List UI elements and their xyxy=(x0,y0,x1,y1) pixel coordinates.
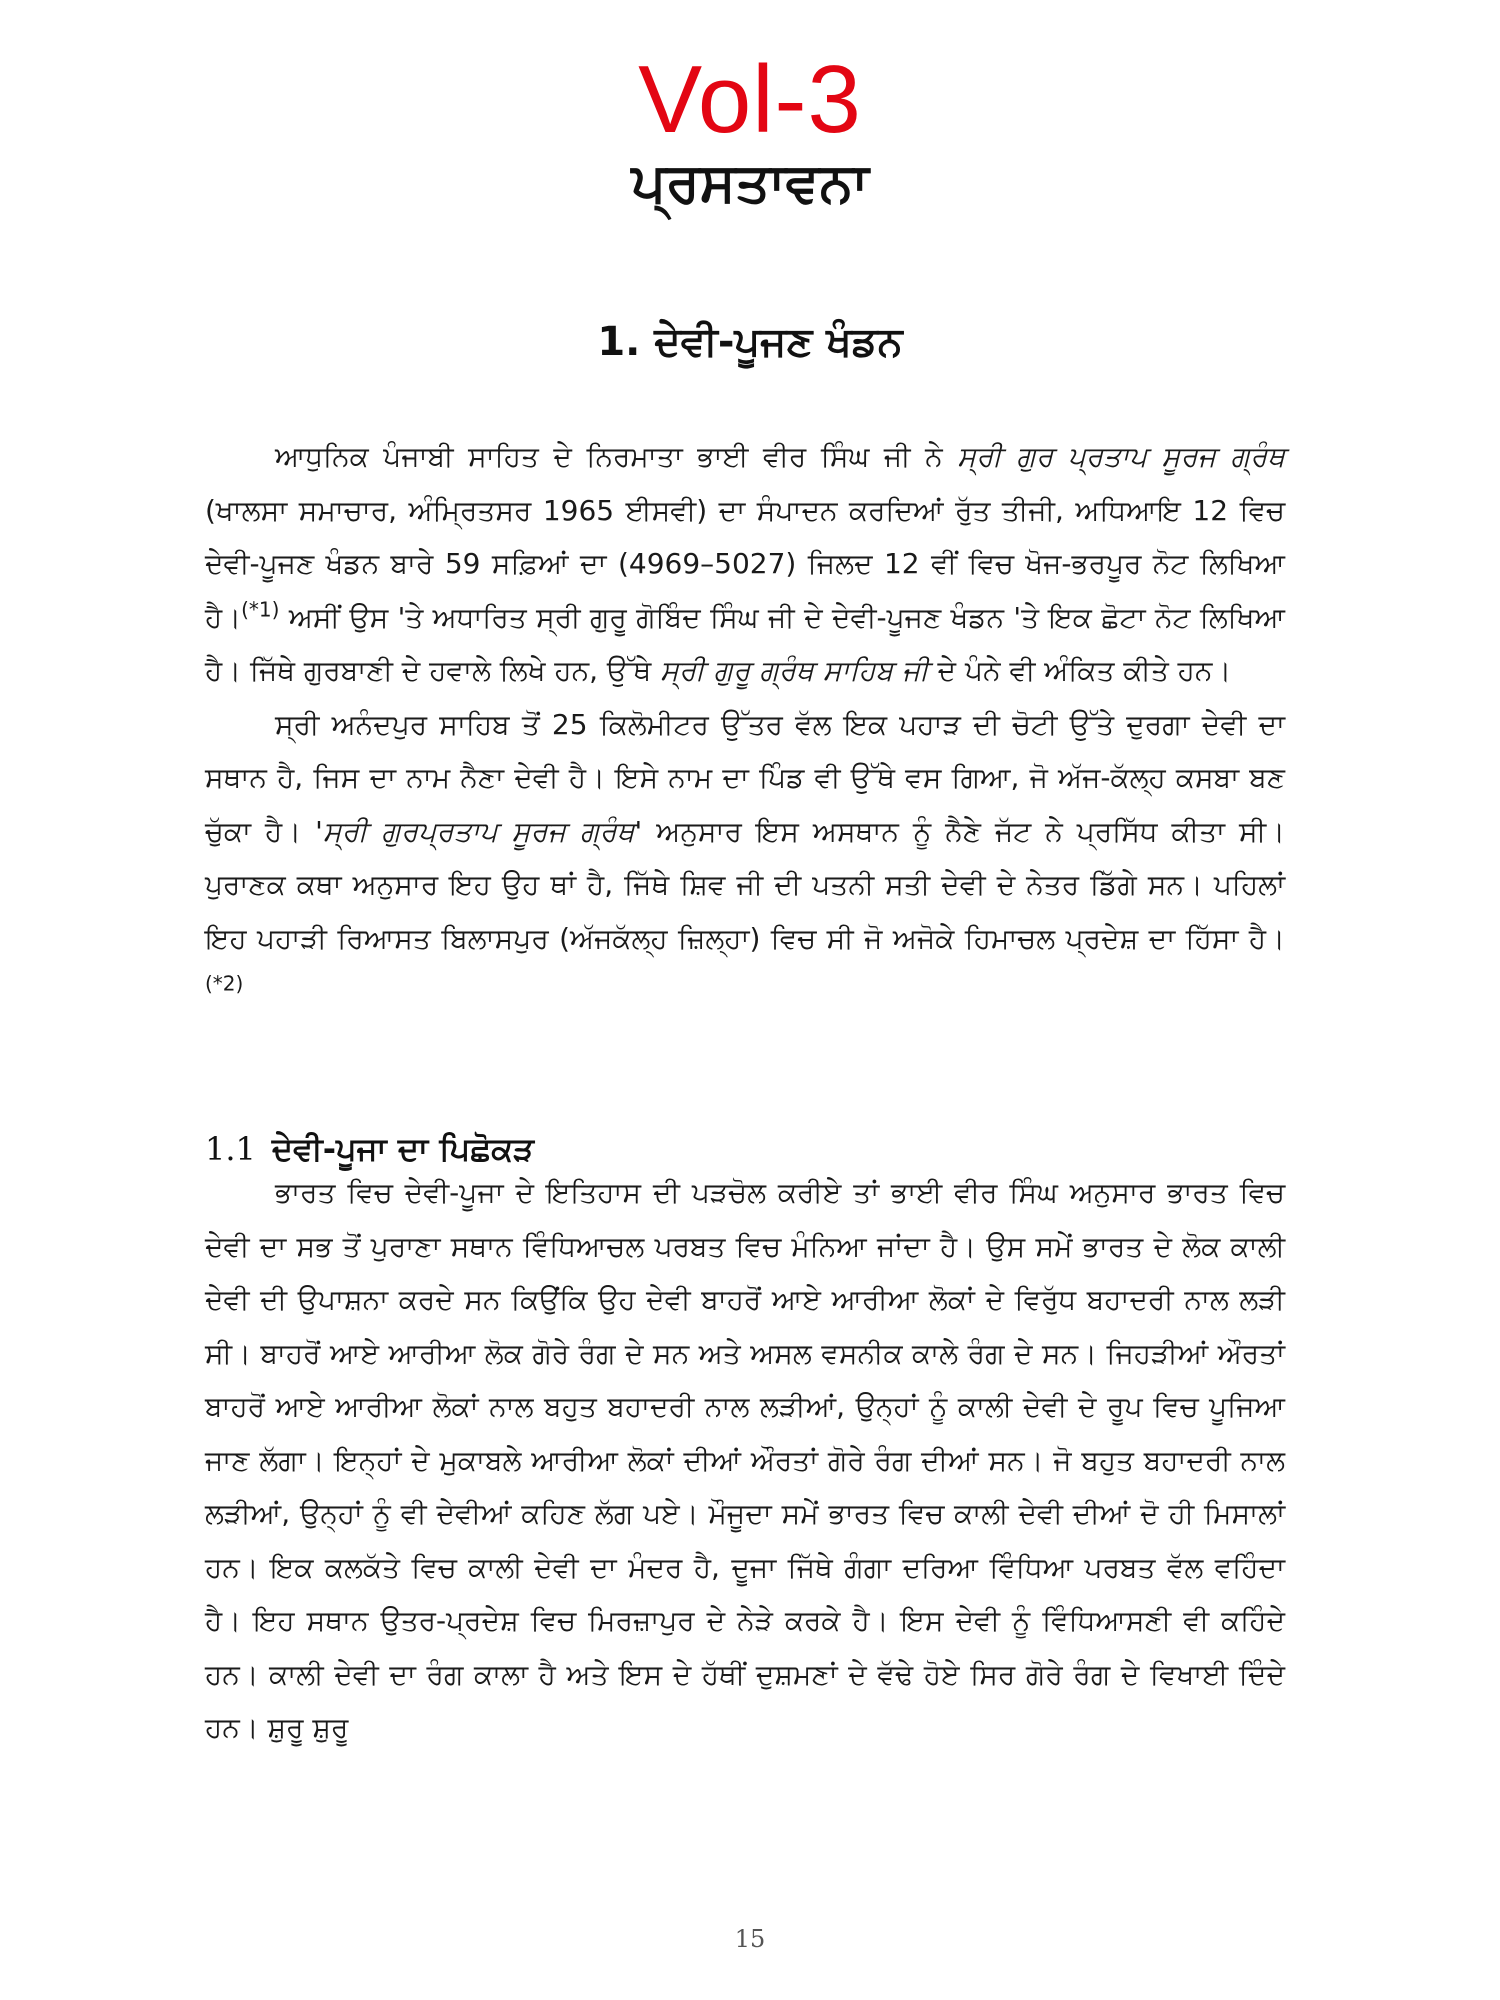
section-title: ਦੇਵੀ-ਪੂਜਾ ਦਾ ਪਿਛੋਕੜ xyxy=(271,1130,534,1168)
paragraph-2: ਸ੍ਰੀ ਅਨੰਦਪੁਰ ਸਾਹਿਬ ਤੋਂ 25 ਕਿਲੋਮੀਟਰ ਉੱਤਰ ਵੱਲ ਇਕ ਪਹਾੜ ਦੀ ਚੋਟੀ ਉੱਤੇ ਦੁਰਗਾ ਦੇਵੀ ਦਾ ਸਥਾਨ ਹੈ, ਜਿਸ ਦਾ ਨਾਮ ਨੈਣਾ ਦੇਵੀ ਹੈ। ਇਸੇ ਨਾਮ ਦਾ ਪਿੰਡ ਵੀ ਉੱਥੇ ਵਸ ਗਿਆ, ਜੋ ਅੱਜ-ਕੱਲ੍ਹ ਕਸਬਾ ਬਣ ਚੁੱਕਾ ਹੈ। 'ਸ੍ਰੀ ਗੁਰਪ੍ਰਤਾਪ ਸੂਰਜ ਗ੍ਰੰਥ' ਅਨੁਸਾਰ ਇਸ ਅਸਥਾਨ ਨੂੰ ਨੈਣੇ ਜੱਟ ਨੇ ਪ੍ਰਸਿੱਧ ਕੀਤਾ ਸੀ। ਪੁਰਾਣਕ ਕਥਾ ਅਨੁਸਾਰ ਇਹ ਉਹ ਥਾਂ ਹੈ, ਜਿੱਥੇ ਸ਼ਿਵ ਜੀ ਦੀ ਪਤਨੀ ਸਤੀ ਦੇਵੀ ਦੇ ਨੇਤਰ ਡਿੱਗੇ ਸਨ। ਪਹਿਲਾਂ ਇਹ ਪਹਾੜੀ ਰਿਆਸਤ ਬਿਲਾਸਪੁਰ (ਅੱਜਕੱਲ੍ਹ ਜ਼ਿਲ੍ਹਾ) ਵਿਚ ਸੀ ਜੋ ਅਜੋਕੇ ਹਿਮਾਚਲ ਪ੍ਰਦੇਸ਼ ਦਾ ਹਿੱਸਾ ਹੈ।$^{(*2)}$ xyxy=(205,707,1285,996)
volume-label: Vol-3 xyxy=(638,46,862,153)
book-title: ਪ੍ਰਸਤਾਵਨਾ xyxy=(631,151,869,214)
paragraph-1: ਆਧੁਨਿਕ ਪੰਜਾਬੀ ਸਾਹਿਤ ਦੇ ਨਿਰਮਾਤਾ ਭਾਈ ਵੀਰ ਸਿੰਘ ਜੀ ਨੇ ਸ੍ਰੀ ਗੁਰ ਪ੍ਰਤਾਪ ਸੂਰਜ ਗ੍ਰੰਥ (ਖਾਲਸਾ ਸਮਾਚਾਰ, ਅੰਮ੍ਰਿਤਸਰ 1965 ਈਸਵੀ) ਦਾ ਸੰਪਾਦਨ ਕਰਦਿਆਂ ਰੁੱਤ ਤੀਜੀ, ਅਧਿਆਇ 12 ਵਿਚ ਦੇਵੀ-ਪੂਜਣ ਖੰਡਨ ਬਾਰੇ 59 ਸਫ਼ਿਆਂ ਦਾ (4969–5027) ਜਿਲਦ 12 ਵੀਂ ਵਿਚ ਖੋਜ-ਭਰਪੂਰ ਨੋਟ ਲਿਖਿਆ ਹੈ।$^{(*1)}$ ਅਸੀਂ ਉਸ 'ਤੇ ਅਧਾਰਿਤ ਸ੍ਰੀ ਗੁਰੂ ਗੋਬਿੰਦ ਸਿੰਘ ਜੀ ਦੇ ਦੇਵੀ-ਪੂਜਣ ਖੰਡਨ 'ਤੇ ਇਕ ਛੋਟਾ ਨੋਟ ਲਿਖਿਆ ਹੈ। ਜਿੱਥੇ ਗੁਰਬਾਣੀ ਦੇ ਹਵਾਲੇ ਲਿਖੇ ਹਨ, ਉੱਥੇ ਸ੍ਰੀ ਗੁਰੂ ਗ੍ਰੰਥ ਸਾਹਿਬ ਜੀ ਦੇ ਪੰਨੇ ਵੀ ਅੰਕਿਤ ਕੀਤੇ ਹਨ। xyxy=(205,440,1286,687)
footnote-marker: (*2) xyxy=(205,971,244,996)
text-block-section xyxy=(205,1166,1285,1755)
paragraph-3: ਭਾਰਤ ਵਿਚ ਦੇਵੀ-ਪੂਜਾ ਦੇ ਇਤਿਹਾਸ ਦੀ ਪੜਚੋਲ ਕਰੀਏ ਤਾਂ ਭਾਈ ਵੀਰ ਸਿੰਘ ਅਨੁਸਾਰ ਭਾਰਤ ਵਿਚ ਦੇਵੀ ਦਾ ਸਭ ਤੋਂ ਪੁਰਾਣਾ ਸਥਾਨ ਵਿੰਧਿਆਚਲ ਪਰਬਤ ਵਿਚ ਮੰਨਿਆ ਜਾਂਦਾ ਹੈ। ਉਸ ਸਮੇਂ ਭਾਰਤ ਦੇ ਲੋਕ ਕਾਲੀ ਦੇਵੀ ਦੀ ਉਪਾਸ਼ਨਾ ਕਰਦੇ ਸਨ ਕਿਉਂਕਿ ਉਹ ਦੇਵੀ ਬਾਹਰੋਂ ਆਏ ਆਰੀਆ ਲੋਕਾਂ ਦੇ ਵਿਰੁੱਧ ਬਹਾਦਰੀ ਨਾਲ ਲੜੀ ਸੀ। ਬਾਹਰੋਂ ਆਏ ਆਰੀਆ ਲੋਕ ਗੋਰੇ ਰੰਗ ਦੇ ਸਨ ਅਤੇ ਅਸਲ ਵਸਨੀਕ ਕਾਲੇ ਰੰਗ ਦੇ ਸਨ। ਜਿਹੜੀਆਂ ਔਰਤਾਂ ਬਾਹਰੋਂ ਆਏ ਆਰੀਆ ਲੋਕਾਂ ਨਾਲ ਬਹੁਤ ਬਹਾਦਰੀ ਨਾਲ ਲੜੀਆਂ, ਉਨ੍ਹਾਂ ਨੂੰ ਕਾਲੀ ਦੇਵੀ ਦੇ ਰੂਪ ਵਿਚ ਪੂਜਿਆ ਜਾਣ ਲੱਗਾ। ਇਨ੍ਹਾਂ ਦੇ ਮੁਕਾਬਲੇ ਆਰੀਆ ਲੋਕਾਂ ਦੀਆਂ ਔਰਤਾਂ ਗੋਰੇ ਰੰਗ ਦੀਆਂ ਸਨ। ਜੋ ਬਹੁਤ ਬਹਾਦਰੀ ਨਾਲ ਲੜੀਆਂ, ਉਨ੍ਹਾਂ ਨੂੰ ਵੀ ਦੇਵੀਆਂ ਕਹਿਣ ਲੱਗ ਪਏ। ਮੌਜੂਦਾ ਸਮੇਂ ਭਾਰਤ ਵਿਚ ਕਾਲੀ ਦੇਵੀ ਦੀਆਂ ਦੋ ਹੀ ਮਿਸਾਲਾਂ ਹਨ। ਇਕ ਕਲਕੱਤੇ ਵਿਚ ਕਾਲੀ ਦੇਵੀ ਦਾ ਮੰਦਰ ਹੈ, ਦੂਜਾ ਜਿੱਥੇ ਗੰਗਾ ਦਰਿਆ ਵਿੰਧਿਆ ਪਰਬਤ ਵੱਲ ਵਹਿੰਦਾ ਹੈ। ਇਹ ਸਥਾਨ ਉਤਰ-ਪ੍ਰਦੇਸ਼ ਵਿਚ ਮਿਰਜ਼ਾਪੁਰ ਦੇ ਨੇੜੇ ਕਰਕੇ ਹੈ। ਇਸ ਦੇਵੀ ਨੂੰ ਵਿੰਧਿਆਸਣੀ ਵੀ ਕਹਿੰਦੇ ਹਨ। ਕਾਲੀ ਦੇਵੀ ਦਾ ਰੰਗ ਕਾਲਾ ਹੈ ਅਤੇ ਇਸ ਦੇ ਹੱਥੀਂ ਦੁਸ਼ਮਣਾਂ ਦੇ ਵੱਢੇ ਹੋਏ ਸਿਰ ਗੋਰੇ ਰੰਗ ਦੇ ਵਿਖਾਈ ਦਿੰਦੇ ਹਨ। ਸ਼ੁਰੂ ਸ਼ੁਰੂ xyxy=(205,1176,1285,1744)
section-number: 1.1 xyxy=(205,1130,256,1168)
chapter-title: 1. ਦੇਵੀ-ਪੂਜਣ ਖੰਡਨ xyxy=(597,319,903,365)
text-block-intro xyxy=(205,430,1285,1019)
footnote-marker: (*1) xyxy=(241,597,280,622)
book-reference: 'ਸ੍ਰੀ ਗੁਰਪ੍ਰਤਾਪ ਸੂਰਜ ਗ੍ਰੰਥ' xyxy=(315,814,643,848)
scripture-reference: ਸ੍ਰੀ ਗੁਰੂ ਗ੍ਰੰਥ ਸਾਹਿਬ ਜੀ xyxy=(660,654,929,687)
page-number: 15 xyxy=(734,1925,766,1953)
book-reference: ਸ੍ਰੀ ਗੁਰ ਪ੍ਰਤਾਪ ਸੂਰਜ ਗ੍ਰੰਥ xyxy=(957,440,1286,473)
